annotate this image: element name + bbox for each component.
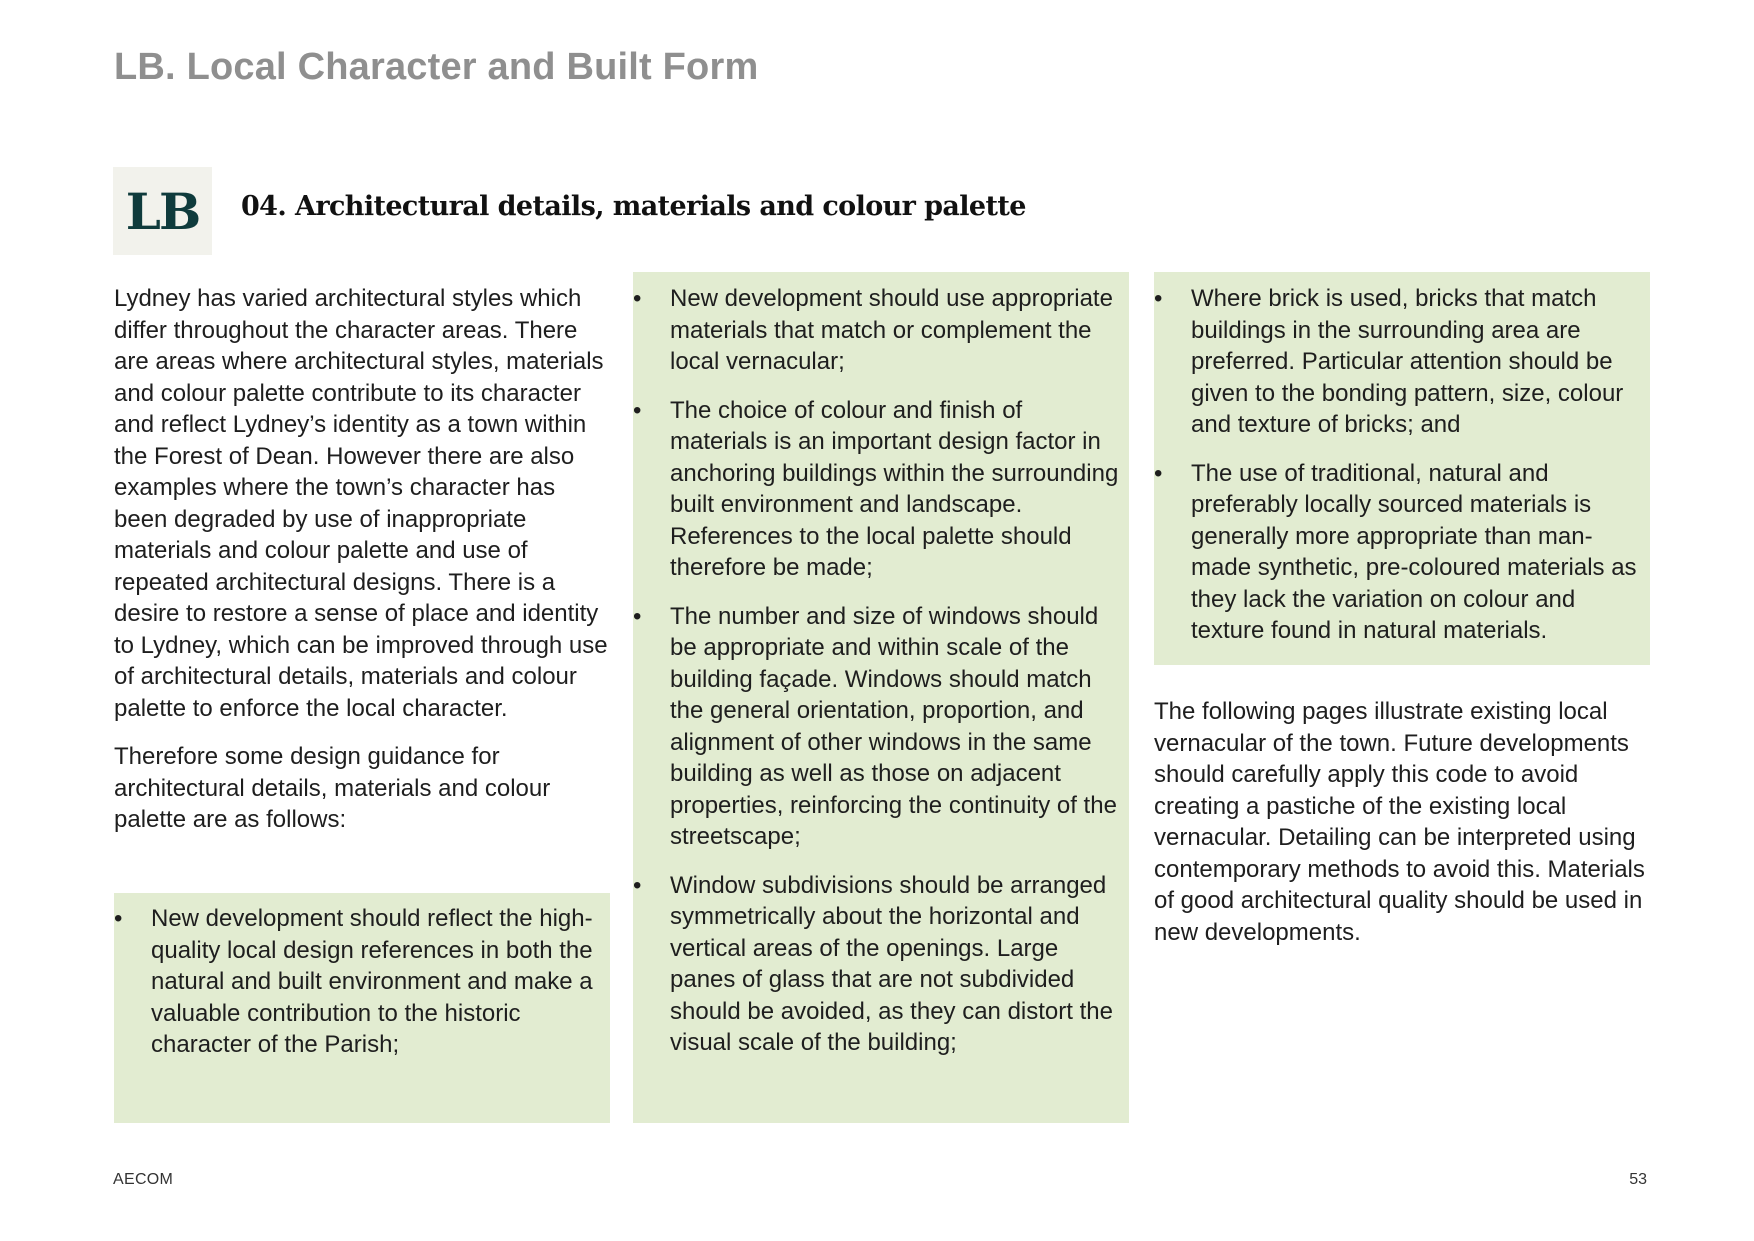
guidance-item [633,283,1121,378]
guidance-box-1 [114,893,610,1123]
bullet-icon: • [633,396,642,424]
guidance-list [1154,283,1650,647]
section-code: LB [125,181,200,241]
footer-brand: AECOM [113,1171,174,1188]
bullet-icon: • [633,285,642,312]
bullet-icon: • [1154,285,1163,312]
guidance-item-text: Where brick is used, bricks that match buildings in the surrounding area are preferred. Particular attention should be given to the bonding pattern, size, colour and texture of bricks; and [1191,285,1624,438]
guidance-box-2 [633,272,1129,1123]
conclusion-paragraph: The following pages illustrate existing local vernacular of the town. Future developments should carefully apply this code to avoid creating a pastiche of the existing local vernacular. Detailing can be interpreted using contemporary methods to avoid this. Materials of good architectural quality should be used in new developments. [1154,698,1645,946]
page-title: LB. Local Character and Built Form [114,46,759,88]
guidance-item-text: The choice of colour and finish of materials is an important design factor in anchoring buildings within the surrounding built environment and landscape. References to the local palette should therefore be made; [670,396,1119,581]
guidance-item [633,870,1121,1059]
section-heading: 04. Architectural details, materials and colour palette [241,191,1026,222]
guidance-item [1154,458,1650,647]
guidance-item-text: New development should use appropriate materials that match or complement the local vernacular; [670,285,1113,375]
bullet-icon: • [633,602,642,630]
intro-paragraph: Lydney has varied architectural styles which differ throughout the character areas. There are areas where architectural styles, materials and colour palette contribute to its character and reflect Lydney’s identity as a town within the Forest of Dean. However there are also examples where the town’s character has been degraded by use of inappropriate materials and colour palette and use of repeated architectural designs. There is a desire to restore a sense of place and identity to Lydney, which can be improved through use of architectural details, materials and colour palette to enforce the local character. [114,285,608,722]
guidance-item-text: Window subdivisions should be arranged symmetrically about the horizontal and vertical areas of the openings. Large panes of glass that are not subdivided should be avoided, as they can distort the visual scale of the building; [670,871,1113,1056]
guidance-lead-paragraph: Therefore some design guidance for architectural details, materials and colour palette are as follows: [114,743,551,833]
section-code-badge [113,167,212,255]
guidance-list [114,903,598,1061]
page-number: 53 [1629,1171,1647,1188]
guidance-item [1154,283,1650,441]
conclusion-column [1154,696,1649,948]
guidance-item-text: New development should reflect the high-quality local design references in both the natural and built environment and make a valuable contribution to the historic character of the Parish; [151,905,593,1058]
bullet-icon: • [114,905,123,932]
bullet-icon: • [633,871,642,899]
guidance-item [633,395,1121,584]
guidance-item [633,601,1121,853]
bullet-icon: • [1154,459,1163,487]
guidance-item [114,903,598,1061]
guidance-box-3 [1154,272,1650,665]
guidance-list [633,283,1121,1059]
guidance-item-text: The use of traditional, natural and preferably locally sourced materials is generally more appropriate than man-made synthetic, pre-coloured materials as they lack the variation on colour and texture found in natural materials. [1191,459,1637,644]
guidance-item-text: The number and size of windows should be appropriate and within scale of the building façade. Windows should match the general orientation, proportion, and alignment of other windows in the same building as well as those on adjacent properties, reinforcing the continuity of the streetscape; [670,602,1117,850]
intro-column [114,283,614,836]
